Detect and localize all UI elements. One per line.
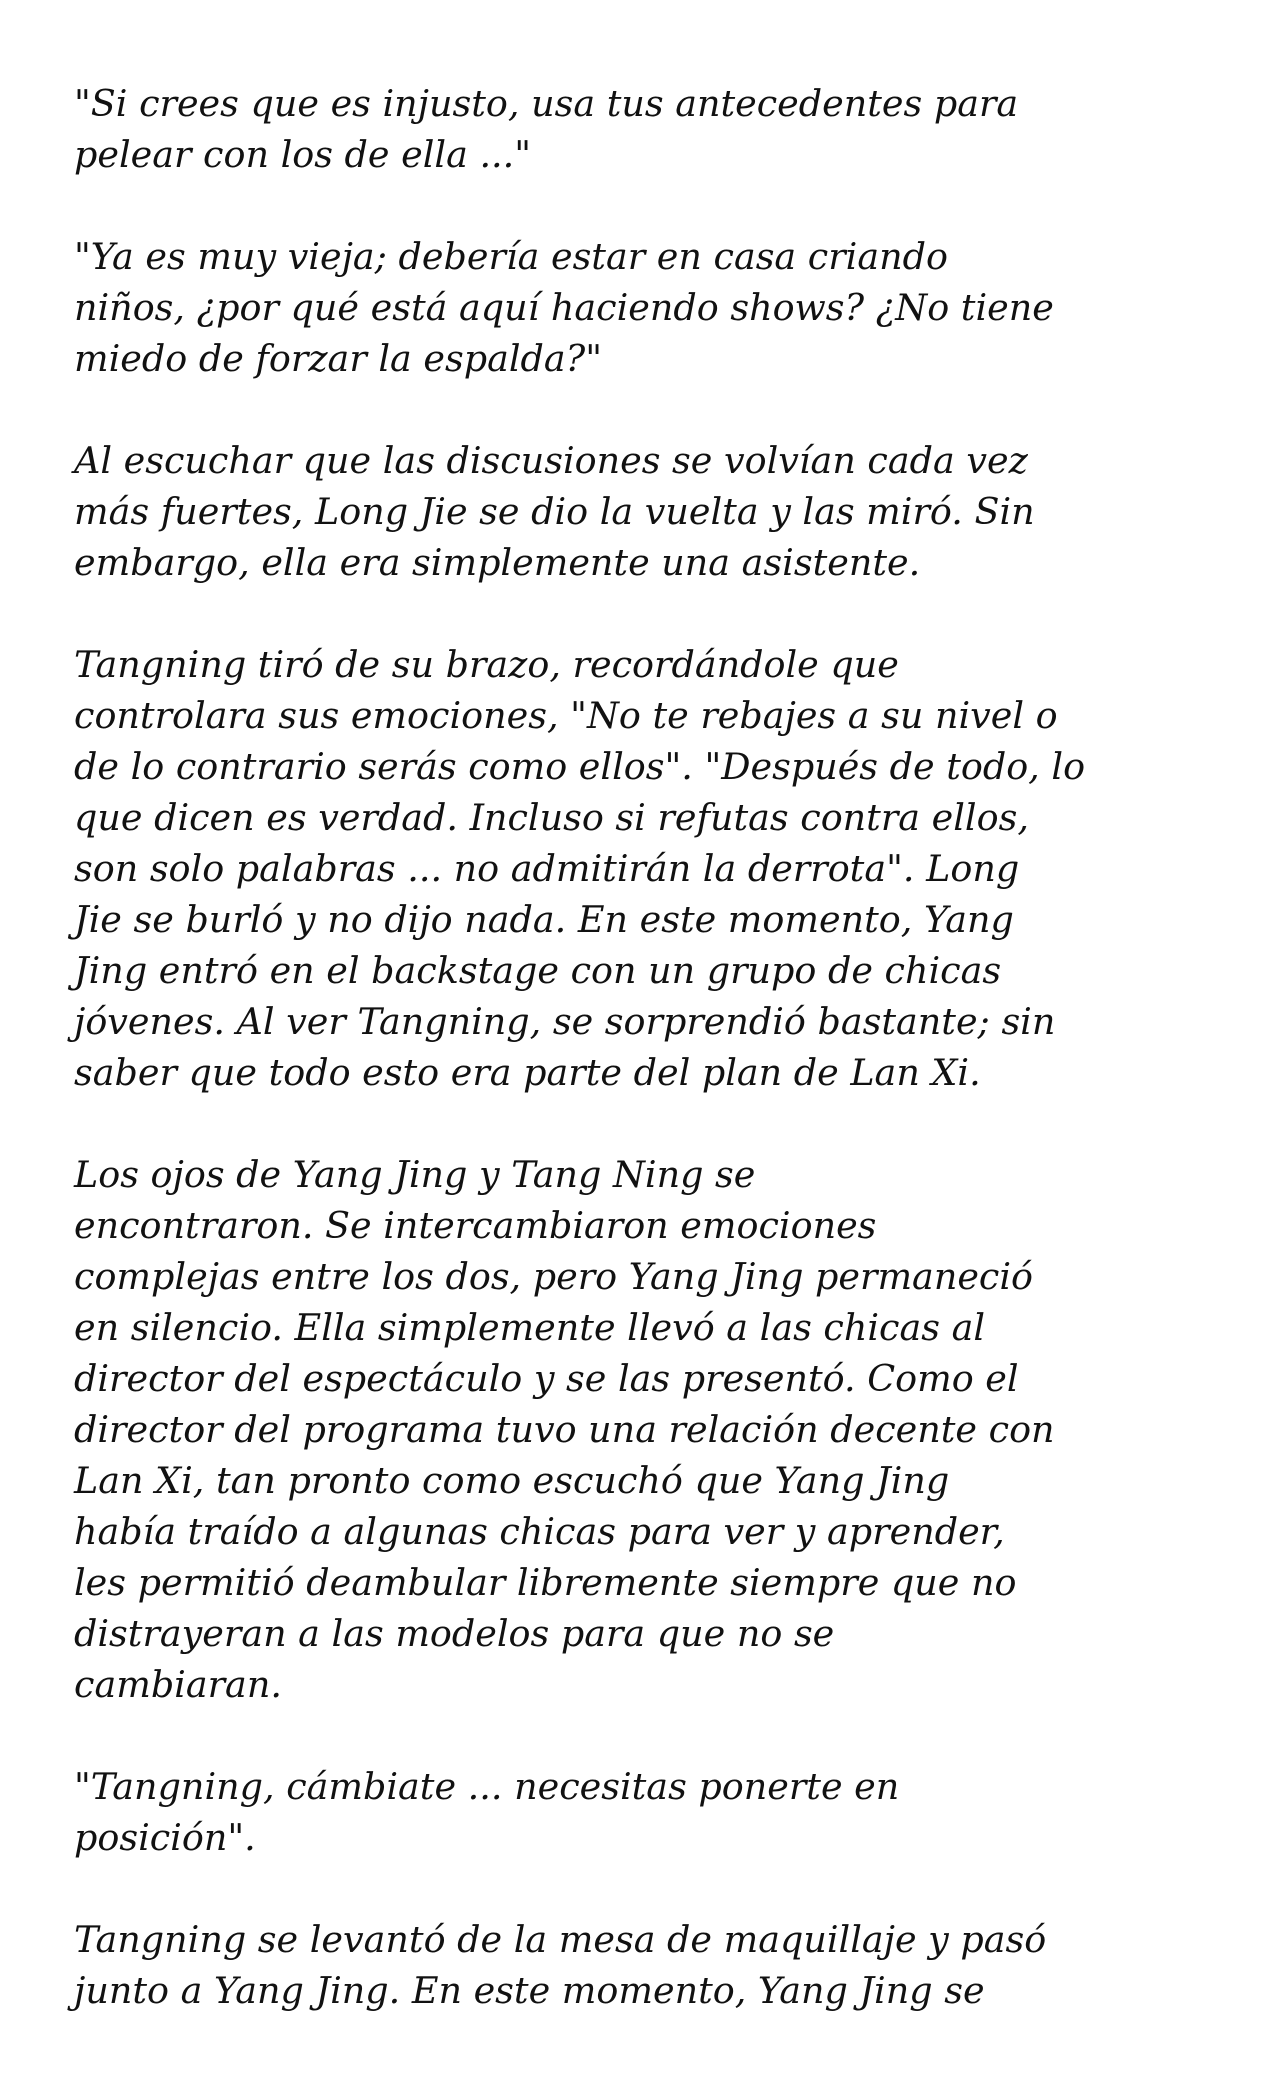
text-line: de lo contrario serás como ellos". "Después de todo, lo (74, 745, 1086, 788)
paragraph-2 (74, 231, 1215, 384)
text-line: Lan Xi, tan pronto como escuchó que Yang Jing (74, 1459, 950, 1502)
paragraph-3 (74, 435, 1215, 588)
paragraph-1 (74, 78, 1215, 180)
text-line: distrayeran a las modelos para que no se (74, 1612, 835, 1655)
text-line: "Si crees que es injusto, usa tus antecedentes para (74, 82, 1019, 125)
text-line: cambiaran. (74, 1663, 282, 1706)
text-line: son solo palabras ... no admitirán la derrota". Long (74, 847, 1020, 890)
text-line: pelear con los de ella ..." (74, 133, 532, 176)
text-line: les permitió deambular libremente siempre que no (74, 1561, 1017, 1604)
text-line: saber que todo esto era parte del plan de Lan Xi. (74, 1051, 981, 1094)
text-line: Al escuchar que las discusiones se volvían cada vez (74, 439, 1028, 482)
text-line: junto a Yang Jing. En este momento, Yang Jing se (74, 1969, 985, 2012)
paragraph-7 (74, 1914, 1215, 2016)
text-line: director del espectáculo y se las presentó. Como el (74, 1357, 1019, 1400)
text-line: Tangning tiró de su brazo, recordándole que (74, 643, 899, 686)
text-line: más fuertes, Long Jie se dio la vuelta y las miró. Sin (74, 490, 1035, 533)
text-line: encontraron. Se intercambiaron emociones (74, 1204, 877, 1247)
text-line: controlara sus emociones, "No te rebajes a su nivel o (74, 694, 1058, 737)
paragraph-6 (74, 1761, 1215, 1863)
text-line: niños, ¿por qué está aquí haciendo shows? ¿No tiene (74, 286, 1054, 329)
paragraph-4 (74, 639, 1215, 1098)
text-line: "Ya es muy vieja; debería estar en casa criando (74, 235, 948, 278)
text-line: complejas entre los dos, pero Yang Jing permaneció (74, 1255, 1034, 1298)
text-line: Jie se burló y no dijo nada. En este momento, Yang (74, 898, 1014, 941)
text-line: posición". (74, 1816, 256, 1859)
paragraph-5 (74, 1149, 1215, 1710)
text-line: director del programa tuvo una relación decente con (74, 1408, 1055, 1451)
text-line: miedo de forzar la espalda?" (74, 337, 603, 380)
text-line: Jing entró en el backstage con un grupo de chicas (74, 949, 1002, 992)
text-line: jóvenes. Al ver Tangning, se sorprendió bastante; sin (74, 1000, 1056, 1043)
text-line: "Tangning, cámbiate ... necesitas ponerte en (74, 1765, 900, 1808)
text-line: que dicen es verdad. Incluso si refutas contra ellos, (74, 796, 1029, 839)
text-line: en silencio. Ella simplemente llevó a las chicas al (74, 1306, 986, 1349)
text-line: Los ojos de Yang Jing y Tang Ning se (74, 1153, 756, 1196)
text-line: Tangning se levantó de la mesa de maquillaje y pasó (74, 1918, 1047, 1961)
text-line: había traído a algunas chicas para ver y aprender, (74, 1510, 1005, 1553)
text-line: embargo, ella era simplemente una asistente. (74, 541, 921, 584)
